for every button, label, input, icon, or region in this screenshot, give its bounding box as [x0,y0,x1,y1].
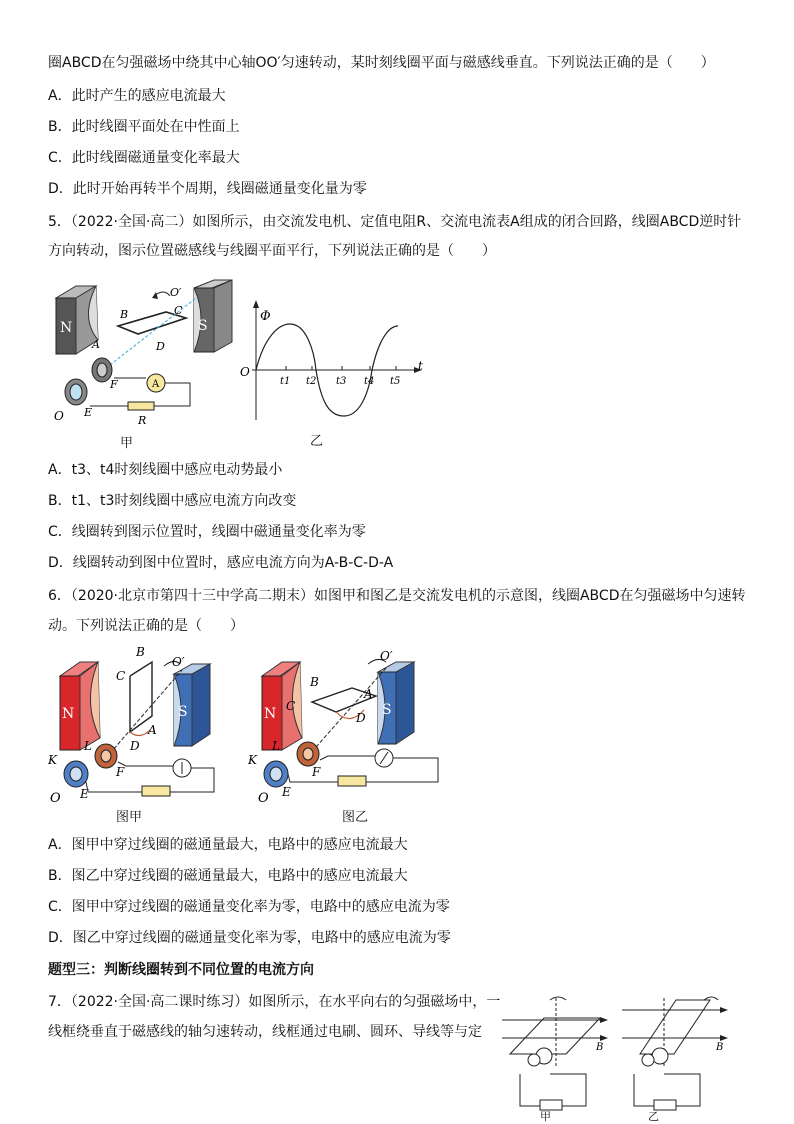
q6-yi-label-l: L [272,739,280,753]
q6-yi-label-c: B [310,675,319,689]
q6-jia-n-label: N [62,706,75,722]
q5-stem-line1: 5．（2022·全国·高二）如图所示，由交流发电机、定值电阻R、交流电流表A组成的闭合回路，线圈ABCD逆时针 [48,214,742,230]
q6-jia-label-b: A [148,723,157,737]
q7-figure-jia [500,994,610,1116]
q4-stem: 圈ABCD在匀强磁场中绕其中心轴OO′匀速转动，某时刻线圈平面与磁感线垂直。下列说法正确的是（ ） [48,55,715,71]
q5-label-f: F [110,378,118,391]
q6-jia-label-e: E [80,787,89,801]
q6-jia-label-a: D [130,739,140,753]
q6-yi-s-label: S [382,702,392,718]
q5-label-b: B [120,308,129,321]
q5-tick-t4: t4 [364,376,375,387]
q4-option-c: C．此时线圈磁通量变化率最大 [48,150,240,166]
q6-jia-label-l: L [84,739,92,753]
q4-option-a: A．此时产生的感应电流最大 [48,88,226,104]
q6-jia-label-o: O [50,791,61,806]
q5-option-b: B．t1、t3时刻线圈中感应电流方向改变 [48,493,297,509]
q6-figure-jia [46,646,226,806]
q6-option-b: B．图乙中穿过线圈的磁通量最大，电路中的感应电流最大 [48,868,408,884]
q6-option-c: C．图甲中穿过线圈的磁通量变化率为零，电路中的感应电流为零 [48,899,450,915]
q5-label-o: O [54,409,64,423]
q5-label-d: D [156,340,165,353]
q6-caption-jia: 图甲 [116,810,143,825]
q6-jia-label-f: F [116,765,125,779]
q5-n-pole-label: N [60,320,73,336]
q6-jia-label-o-prime: O′ [172,655,185,669]
section-heading: 题型三：判断线圈转到不同位置的电流方向 [48,962,314,978]
q7-jia-b-label: B [596,1042,604,1053]
q6-figure-yi [248,646,442,806]
q5-tick-t1: t1 [280,376,291,387]
q6-stem-line1: 6．（2020·北京市第四十三中学高二期末）如图甲和图乙是交流发电机的示意图，线圈ABCD在匀强磁场中匀速转 [48,588,746,604]
q6-yi-label-a: D [356,711,366,725]
q6-jia-label-k: K [48,753,57,767]
q5-s-pole-label: S [198,318,208,334]
q7-yi-b-label: B [716,1042,724,1053]
q6-caption-yi: 图乙 [342,810,369,825]
q4-option-d: D．此时开始再转半个周期，线圈磁通量变化量为零 [48,181,367,197]
q5-generator-figure [46,278,246,448]
q7-caption-jia: 甲 [540,1110,551,1123]
q6-jia-label-d: C [116,669,126,683]
q5-label-r: R [138,414,147,427]
q6-jia-label-c: B [136,645,145,659]
q5-caption-right: 乙 [310,434,324,449]
q6-yi-label-k: K [248,753,257,767]
q6-option-a: A．图甲中穿过线圈的磁通量最大，电路中的感应电流最大 [48,837,408,853]
q5-option-d: D．线圈转动到图中位置时，感应电流方向为A-B-C-D-A [48,555,394,571]
q5-label-o-prime: O′ [170,286,182,299]
q5-option-a: A．t3、t4时刻线圈中感应电动势最小 [48,462,283,478]
q5-graph-x-label: t [418,359,423,373]
q5-tick-t2: t2 [306,376,317,387]
q6-yi-label-f: F [312,765,321,779]
q6-yi-label-d: C [286,699,296,713]
q6-yi-label-b: A [364,687,373,701]
q5-graph-y-label: Φ [260,309,271,324]
q5-stem-line2: 方向转动，图示位置磁感线与线圈平面平行，下列说法正确的是（ ） [48,243,496,259]
q5-label-c: C [174,304,183,317]
q5-caption-left: 甲 [120,436,134,451]
q6-jia-s-label: S [178,704,188,720]
q5-option-c: C．线圈转到图示位置时，线圈中磁通量变化率为零 [48,524,366,540]
q5-ammeter-label: A [152,379,160,390]
q7-caption-yi: 乙 [648,1110,659,1123]
q7-figure-yi [620,994,730,1116]
q6-yi-n-label: N [264,706,277,722]
q6-yi-label-o: O [258,791,269,806]
q5-label-a: A [92,338,100,351]
q4-option-b: B．此时线圈平面处在中性面上 [48,119,240,135]
q6-option-d: D．图乙中穿过线圈的磁通量变化率为零，电路中的感应电流为零 [48,930,451,946]
q5-tick-t3: t3 [336,376,347,387]
q7-stem-line2: 线框绕垂直于磁感线的轴匀速转动，线框通过电刷、圆环、导线等与定 [48,1024,482,1040]
q5-tick-t5: t5 [390,376,401,387]
q5-label-e: E [84,406,93,419]
q7-stem-line1: 7．（2022·全国·高二课时练习）如图所示，在水平向右的匀强磁场中，一 [48,994,501,1010]
q5-graph-origin: O [240,365,250,379]
q6-stem-line2: 动。下列说法正确的是（ ） [48,618,244,634]
q6-yi-label-e: E [282,785,291,799]
q6-yi-label-o-prime: O′ [380,649,393,663]
q5-flux-graph [232,298,432,424]
